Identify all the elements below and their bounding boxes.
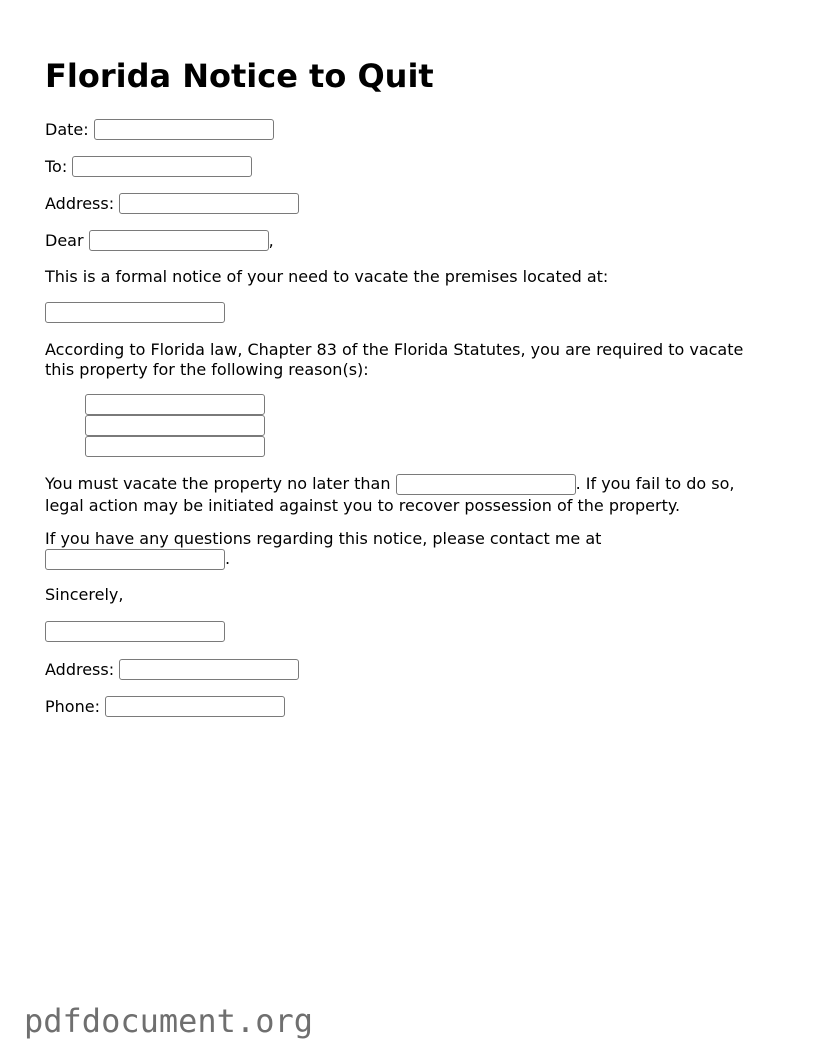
address-label: Address: bbox=[45, 194, 115, 213]
sender-address-label: Address: bbox=[45, 660, 115, 679]
date-row bbox=[45, 118, 274, 140]
address-row bbox=[45, 192, 299, 214]
contact-text: If you have any questions regarding this notice, please contact me at bbox=[45, 529, 602, 548]
page-title: Florida Notice to Quit bbox=[45, 57, 434, 95]
date-input[interactable] bbox=[94, 119, 274, 140]
watermark-text: pdfdocument.org bbox=[24, 1002, 313, 1040]
address-input[interactable] bbox=[119, 193, 299, 214]
signature-input[interactable] bbox=[45, 621, 225, 642]
vacate-text-after: . If you fail to do so, legal action may be initiated against you to recover possession of the property. bbox=[45, 474, 735, 515]
vacate-text-before: You must vacate the property no later than bbox=[45, 474, 391, 493]
to-row bbox=[45, 155, 252, 177]
contact-period: . bbox=[225, 549, 231, 568]
dear-comma: , bbox=[268, 231, 274, 250]
dear-row bbox=[45, 229, 274, 251]
premises-input[interactable] bbox=[45, 302, 225, 323]
phone-label: Phone: bbox=[45, 697, 100, 716]
reason-input-3[interactable] bbox=[85, 436, 265, 457]
phone-input[interactable] bbox=[105, 696, 285, 717]
reason-input-1[interactable] bbox=[85, 394, 265, 415]
premises-text: This is a formal notice of your need to vacate the premises located at: bbox=[45, 267, 609, 286]
dear-label: Dear bbox=[45, 231, 84, 250]
vacate-date-input[interactable] bbox=[396, 474, 576, 495]
to-label: To: bbox=[45, 157, 68, 176]
to-input[interactable] bbox=[72, 156, 252, 177]
contact-input[interactable] bbox=[45, 549, 225, 570]
premises-row bbox=[45, 302, 225, 323]
sender-address-input[interactable] bbox=[119, 659, 299, 680]
contact-paragraph bbox=[45, 529, 765, 570]
dear-input[interactable] bbox=[89, 230, 269, 251]
phone-row bbox=[45, 695, 285, 717]
closing-text: Sincerely, bbox=[45, 585, 124, 604]
signature-row bbox=[45, 621, 225, 642]
vacate-paragraph bbox=[45, 473, 765, 516]
reason-input-2[interactable] bbox=[85, 415, 265, 436]
date-label: Date: bbox=[45, 120, 89, 139]
law-text: According to Florida law, Chapter 83 of the Florida Statutes, you are required to vacate this property for the following reason(s): bbox=[45, 340, 744, 379]
sender-address-row bbox=[45, 658, 299, 680]
